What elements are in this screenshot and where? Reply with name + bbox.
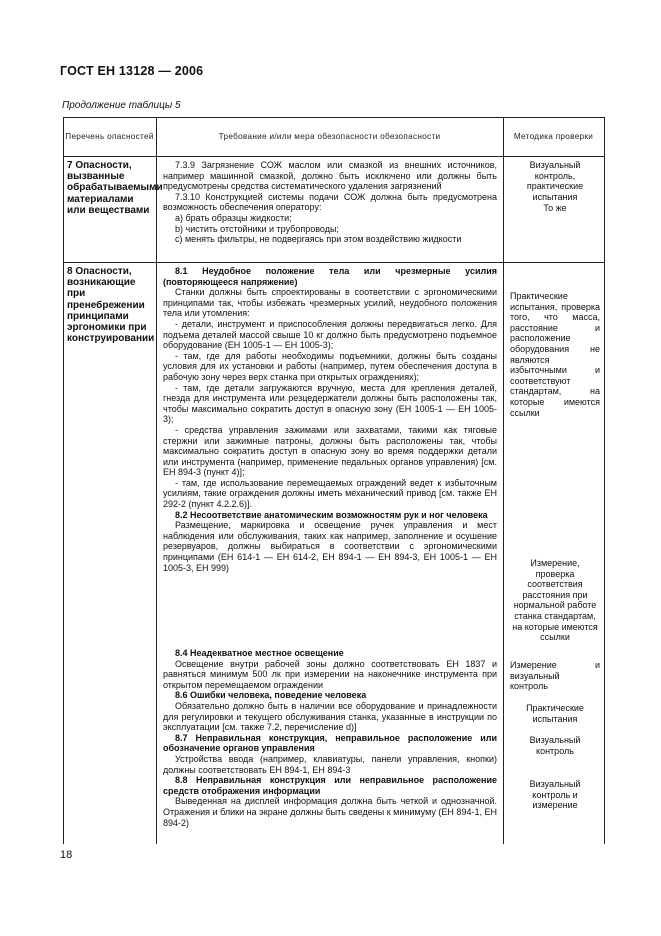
req-7-3-10: 7.3.10 Конструкцией системы подачи СОЖ должна быть предусмотрена возможность обеспечения оператору:	[163, 191, 497, 213]
req-8-6: Обязательно должно быть в наличии все оборудование и принадлежности для регулировки и текущего обслуживания станка, указанные в инструкции по эксплуатации [см. также 7.2, перечисление d)]	[163, 700, 497, 733]
req-7-3-10-a: a) брать образцы жидкости;	[175, 212, 292, 223]
table-row-divider	[63, 262, 605, 263]
column-header-hazards: Перечень опасностей	[65, 132, 154, 141]
method-8-7: Визуальный контроль	[529, 735, 581, 756]
column-header-requirements: Требование и/или мера обезопасности обезопасности	[218, 132, 441, 141]
table-header-divider	[63, 156, 605, 157]
section-8-4-heading: 8.4 Неадекватное местное освещение	[175, 648, 344, 658]
section-8-6-heading: 8.6 Ошибки человека, поведение человека	[175, 690, 367, 701]
requirements-8-block-a	[163, 266, 497, 573]
req-8-1-item-1: - детали, инструмент и приспособления должны передвигаться легко. Для подъема деталей массой свыше 10 кг должно быть предусмотрено подъемное оборудование (ЕН 1005-1 — ЕН 1005-3);	[163, 318, 497, 351]
table-column-divider-1	[156, 117, 157, 844]
req-8-4: Освещение внутри рабочей зоны должно соответствовать ЕН 1837 и равняться минимум 500 лк при измерении на наконечнике инструмента при открытом перемещаемом ограждении	[163, 658, 497, 690]
req-8-1-item-5: - там, где использование перемещаемых ограждений ведет к избыточным усилиям, такие ограждения должны иметь механический привод [см. также ЕН 292-2 (пункт 4.2.2.6)].	[163, 477, 497, 510]
method-7-3-9: Визуальный контроль, практические испытания	[526, 160, 584, 202]
hazard-8: 8 Опасности, возникающие при пренебрежении принципами эргономики при конструировании	[67, 266, 155, 345]
method-8-4: Измерение и визуальный контроль	[510, 660, 600, 692]
requirements-7	[163, 160, 497, 245]
table-continuation-caption: Продолжение таблицы 5	[62, 100, 181, 111]
req-8-8: Выведенная на дисплей информация должна быть четкой и однозначной. Отражения и блики на экране должны быть сведены к минимуму (ЕН 894-1, ЕН 894-2)	[163, 796, 497, 828]
method-8-8: Визуальный контроль и измерение	[529, 779, 581, 811]
req-8-1-item-2: - там, где для работы необходимы подъемники, должны быть созданы условия для их установки и работы (например, путем обеспечения доступа в рабочую зону через верх станка при открытых ограждениях);	[163, 350, 497, 382]
req-8-1-item-3: - там, где детали загружаются вручную, места для крепления деталей, гнезда для инструмента или резцедержатели должны быть расположены так, чтобы максимально сократить доступ в опасную зону (ЕН 1005-1 — ЕН 1005-3);	[163, 382, 497, 425]
section-8-7-heading: 8.7 Неправильная конструкция, неправильное расположение или обозначение органов управления	[163, 732, 497, 754]
method-8-6: Практические испытания	[526, 703, 584, 724]
method-7-3-10: То же	[543, 203, 567, 213]
section-8-2-heading: 8.2 Несоответствие анатомическим возможностям рук и ног человека	[175, 509, 488, 520]
req-7-3-9: 7.3.9 Загрязнение СОЖ маслом или смазкой из внешних источников, например машинной смазкой, должно быть исключено или должны быть предусмотрены средства систематического удаления загрязнений	[163, 160, 497, 192]
section-8-8-heading: 8.8 Неправильная конструкция или неправильное расположение средств отображения информации	[163, 775, 497, 796]
hazard-7: 7 Опасности, вызванные обрабатываемыми материалами или веществами	[67, 160, 163, 216]
section-8-1-heading: 8.1 Неудобное положение тела или чрезмерные усилия (повторяющееся напряжение)	[163, 266, 497, 287]
table-border-left	[63, 117, 64, 844]
requirements-table	[63, 117, 605, 844]
requirements-8-block-b	[163, 648, 497, 828]
req-8-2: Размещение, маркировка и освещение ручек управления и мест наблюдения или обслуживания, таких как например, заполнение и осушение резервуаров, должны выбираться в соответствии с эргономическими принципами (ЕН 614-1 — ЕН 614-2, ЕН 894-1 — ЕН 894-3, ЕН 1005-1 — ЕН 1005-3, ЕН 999)	[163, 520, 497, 573]
table-column-divider-2	[503, 117, 504, 844]
page-number: 18	[60, 849, 73, 861]
document-title: ГОСТ ЕН 13128 — 2006	[60, 64, 204, 78]
req-8-7: Устройства ввода (например, клавиатуры, панели управления, кнопки) должны соответствовать ЕН 894-1, ЕН 894-3	[163, 753, 497, 775]
table-border-right	[604, 117, 605, 844]
req-7-3-10-c: c) менять фильтры, не подвергаясь при этом воздействию жидкости	[175, 234, 462, 245]
method-8-1: Практические испытания, проверка того, что масса, расстояние и расположение оборудования не являются избыточными и соответствуют стандартам, на которые имеются ссылки	[510, 291, 600, 418]
req-8-1-item-4: - средства управления зажимами или захватами, такими как тяговые стержни или зажимные патроны, должны быть расположены так, чтобы максимально сократить доступ в опасную зону во время поддержки детали или инструмента (например, применение педальных органов управления) [см. ЕН 894-3 (пункт 4)];	[163, 424, 497, 478]
req-7-3-10-b: b) чистить отстойники и трубопроводы;	[175, 223, 339, 234]
req-8-1-intro: Станки должны быть спроектированы в соответствии с эргономическими принципами так, чтобы избежать чрезмерных усилий, неудобного положения тела или утомления:	[163, 287, 497, 319]
method-8-2: Измерение, проверка соответствия расстояния при нормальной работе станка стандартам, на которые имеются ссылки	[512, 558, 598, 643]
column-header-method: Методика проверки	[513, 132, 594, 141]
